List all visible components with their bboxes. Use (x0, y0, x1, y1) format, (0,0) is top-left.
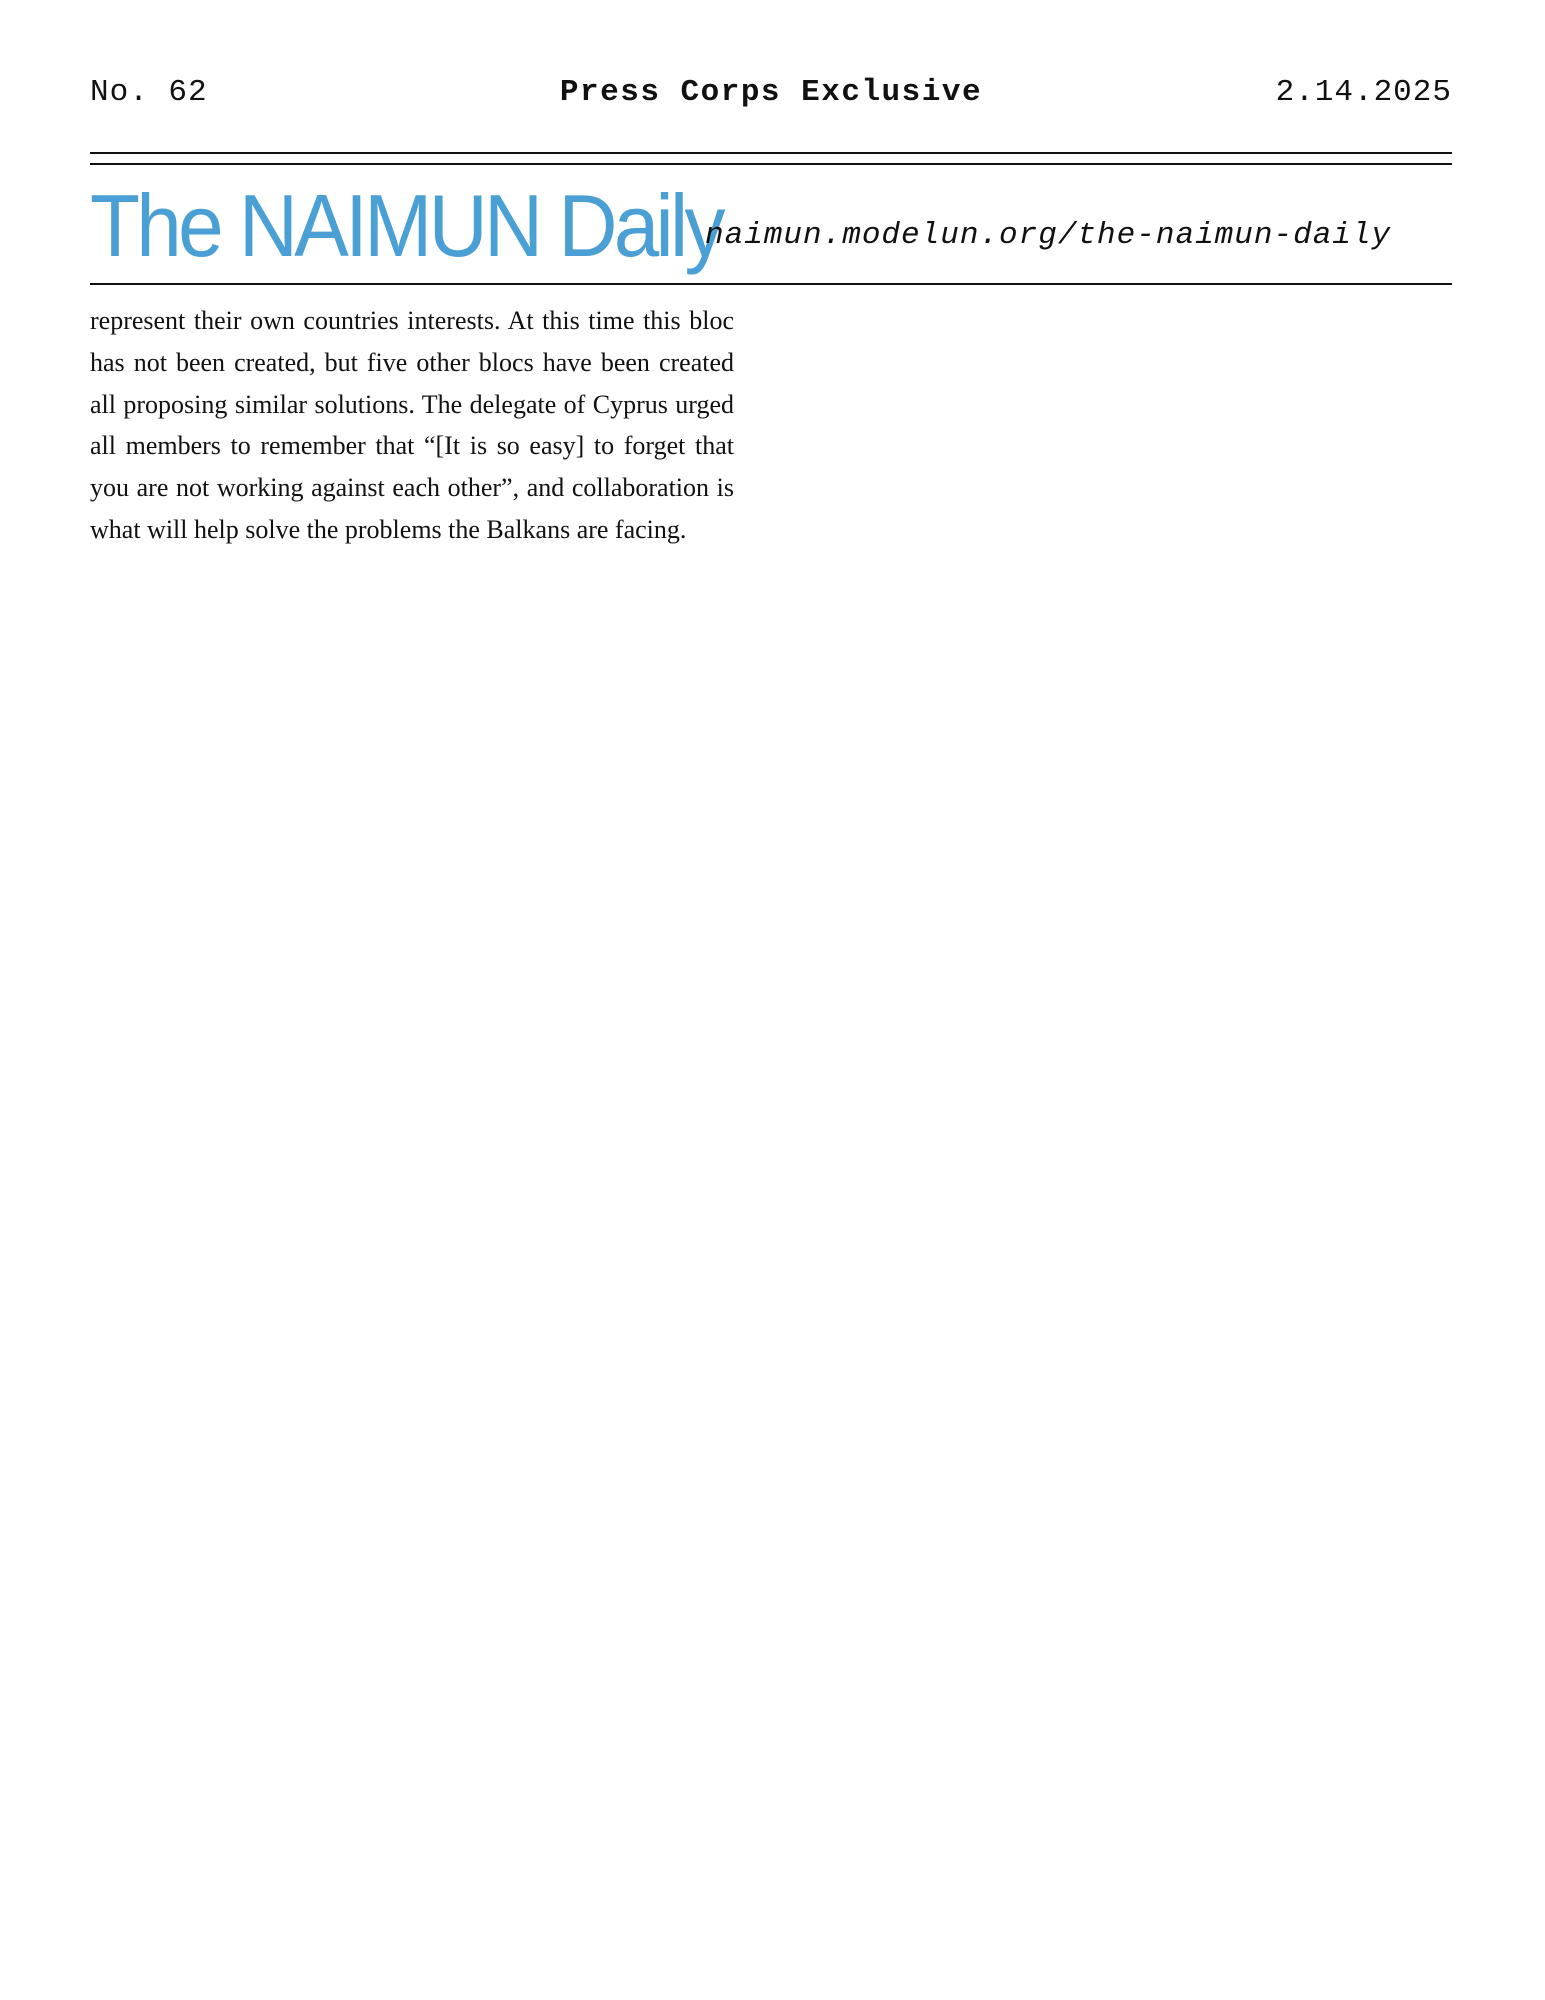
issue-date: 2.14.2025 (1275, 75, 1452, 110)
site-url: naimun.modelun.org/the-naimun-daily (705, 218, 1392, 253)
top-divider-upper (90, 152, 1452, 154)
section-title: Press Corps Exclusive (559, 75, 983, 110)
nameplate-row (90, 172, 1452, 280)
issue-number: No. 62 (90, 75, 208, 110)
article-column (90, 300, 734, 551)
masthead-top-bar (90, 68, 1452, 118)
newspaper-nameplate: The NAIMUN Daily (90, 176, 722, 275)
article-paragraph: represent their own countries interests. At this time this bloc has not been created, but five other blocs have been created all proposing similar solutions. The delegate of Cyprus urged all members to remember that “[It is so easy] to forget that you are not working against each other”, and collaboration is what will help solve the problems the Balkans are facing. (90, 306, 734, 544)
top-divider-lower (90, 163, 1452, 165)
nameplate-divider (90, 283, 1452, 285)
